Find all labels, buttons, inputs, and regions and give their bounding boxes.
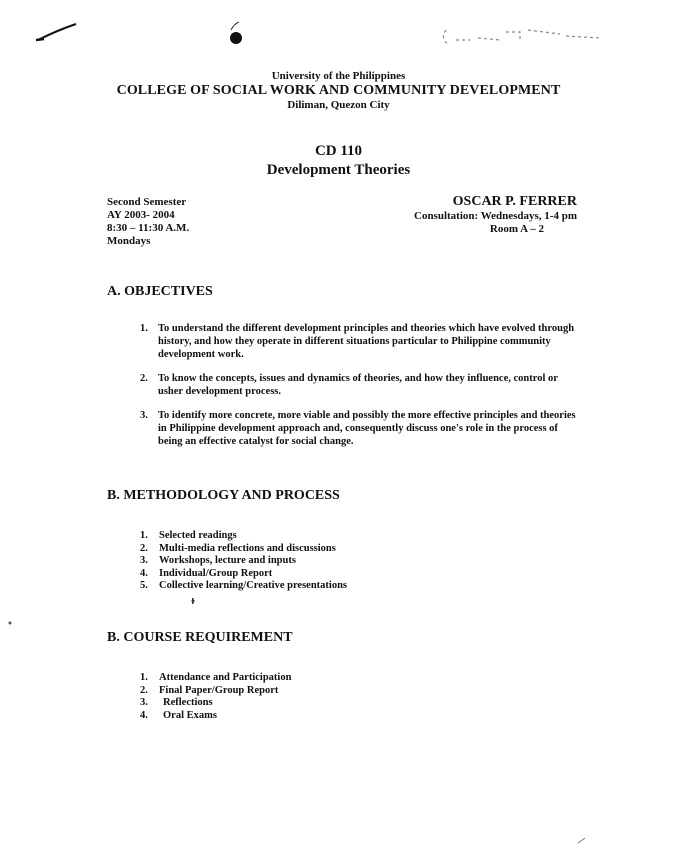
item-text: To identify more concrete, more viable and possibly the more effective principles and theories in Philippine development approach and, consequently discuss one's role in the process of being an effective catalyst for social change. [158,410,576,447]
item-number: 4. [140,709,148,721]
requirements-list [140,672,291,722]
class-day: Mondays [107,235,151,247]
item-number: 3. [140,410,148,421]
item-text: Reflections [163,697,213,708]
list-item [140,697,291,710]
item-text: Workshops, lecture and inputs [159,555,296,566]
consultation-hours: Consultation: Wednesdays, 1-4 pm [414,210,577,222]
item-text: To know the concepts, issues and dynamics of theories, and how they influence, control or usher development process. [158,373,558,397]
list-item [140,672,291,685]
list-item [140,409,585,448]
item-number: 2. [140,684,148,696]
item-text: Selected readings [159,530,237,541]
university-name: University of the Philippines [271,70,406,82]
list-item [140,372,585,398]
item-text: Individual/Group Report [159,567,273,579]
item-text: Oral Exams [163,709,217,721]
list-item [140,710,291,723]
academic-year: AY 2003- 2004 [107,209,175,221]
course-code: CD 110 [314,143,363,159]
item-number: 2. [140,373,148,384]
item-number: 1. [140,672,148,683]
edge-speck-mark [9,622,12,625]
document-header [0,70,677,112]
corner-speck-mark [578,838,585,843]
item-text: Multi-media reflections and discussions [159,542,336,554]
methodology-list [140,530,347,593]
list-item [140,568,347,581]
item-number: 1. [140,323,148,334]
objectives-list [140,322,585,459]
speck-mark-tick [192,598,194,604]
list-item [140,530,347,543]
item-text: Attendance and Participation [159,672,292,683]
instructor-block [414,194,577,236]
list-item [140,580,347,593]
class-time: 8:30 – 11:30 A.M. [107,222,190,234]
objectives-heading: A. OBJECTIVES [107,284,213,299]
item-text: Final Paper/Group Report [159,684,279,696]
college-name: COLLEGE OF SOCIAL WORK AND COMMUNITY DEVELOPMENT [116,83,561,98]
list-item [140,322,585,361]
list-item [140,543,347,556]
course-title-block [0,142,677,180]
college-location: Diliman, Quezon City [287,99,390,111]
list-item [140,685,291,698]
item-number: 4. [140,567,148,579]
schedule-block [107,196,189,248]
instructor-name: OSCAR P. FERRER [452,194,577,209]
semester: Second Semester [107,196,187,208]
ink-blot-spur [231,22,239,30]
item-number: 5. [140,580,148,591]
list-item [140,555,347,568]
item-number: 3. [140,555,148,566]
room-number: Room A – 2 [489,223,544,235]
pen-stroke-mark [38,24,76,40]
course-title: Development Theories [266,162,411,178]
item-text: To understand the different development principles and theories which have evolved through history, and how they operate in different situations particular to Philippine community development work. [158,323,575,360]
methodology-heading: B. METHODOLOGY AND PROCESS [107,488,340,503]
ink-blot-mark [230,32,242,44]
faded-stamp-mark [443,30,600,44]
item-number: 1. [140,530,148,541]
pen-stroke-tail [36,39,44,40]
item-text: Collective learning/Creative presentations [159,580,347,591]
item-number: 3. [140,697,148,708]
requirements-heading: B. COURSE REQUIREMENT [107,630,293,645]
item-number: 2. [140,542,148,554]
